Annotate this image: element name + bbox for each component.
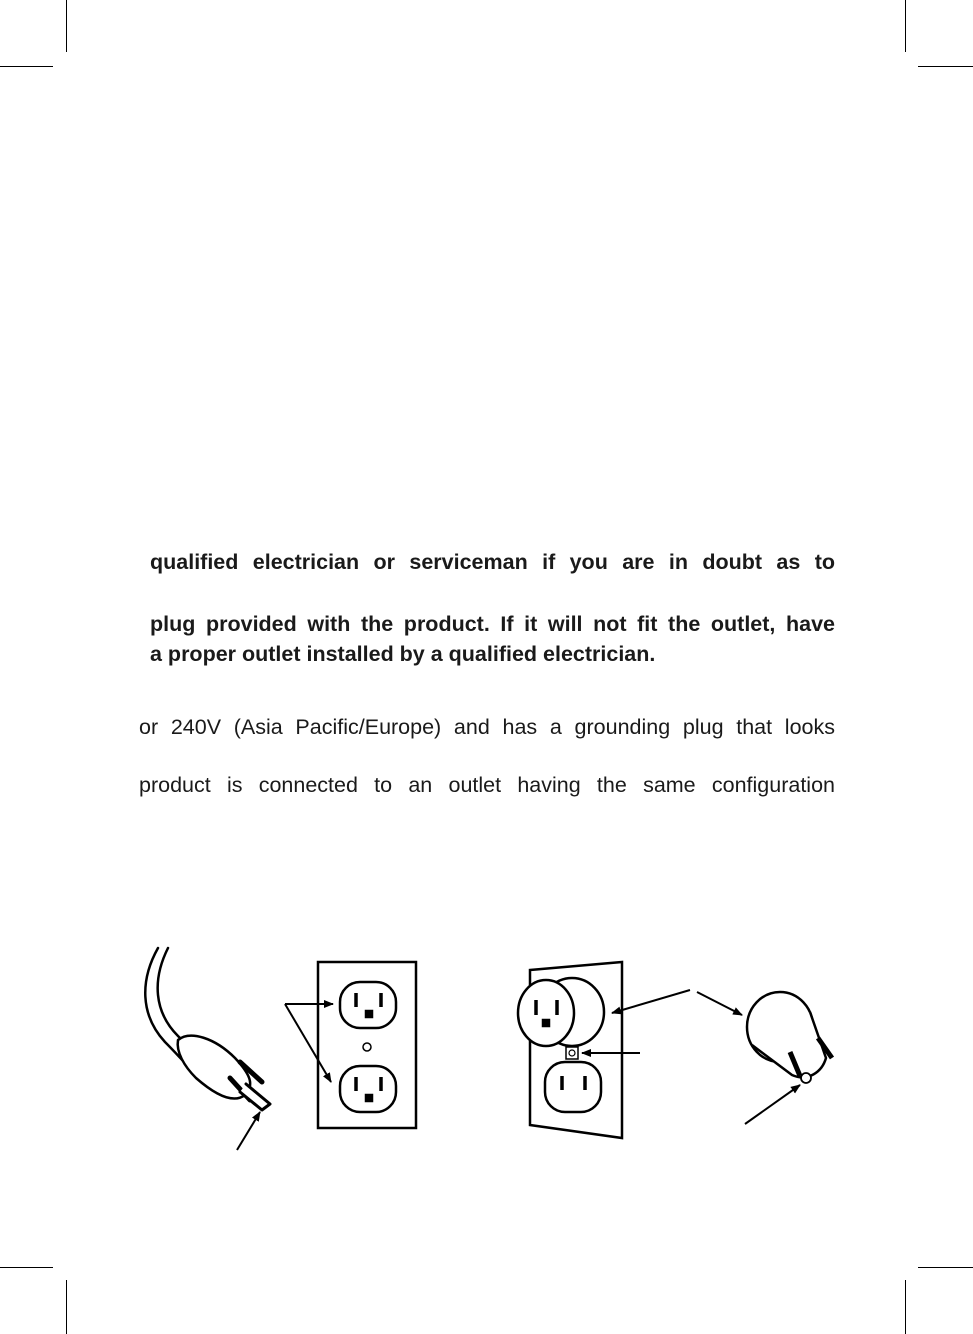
crop-mark [0, 1267, 53, 1268]
plug-cord-icon [145, 948, 270, 1110]
text-line: a proper outlet installed by a qualified electrician. [150, 642, 656, 666]
grounded-outlet-icon [318, 962, 416, 1128]
crop-mark [918, 66, 973, 67]
crop-mark [66, 0, 67, 52]
grounding-illustration [0, 930, 973, 1170]
text-line: product is connected to an outlet having the same configuration [139, 773, 835, 797]
adapter-outlet-icon [518, 962, 622, 1138]
text-line: or 240V (Asia Pacific/Europe) and has a grounding plug that looks [139, 715, 835, 739]
crop-mark [0, 66, 53, 67]
crop-mark [905, 1280, 906, 1334]
adapter-plug-icon [747, 992, 832, 1083]
crop-mark [905, 0, 906, 52]
crop-mark [918, 1267, 973, 1268]
text-line: qualified electrician or serviceman if you are in doubt as to [150, 550, 835, 574]
crop-mark [66, 1280, 67, 1334]
pointer-arrow [237, 1112, 260, 1150]
text-line: plug provided with the product. If it will not fit the outlet, have [150, 612, 835, 636]
